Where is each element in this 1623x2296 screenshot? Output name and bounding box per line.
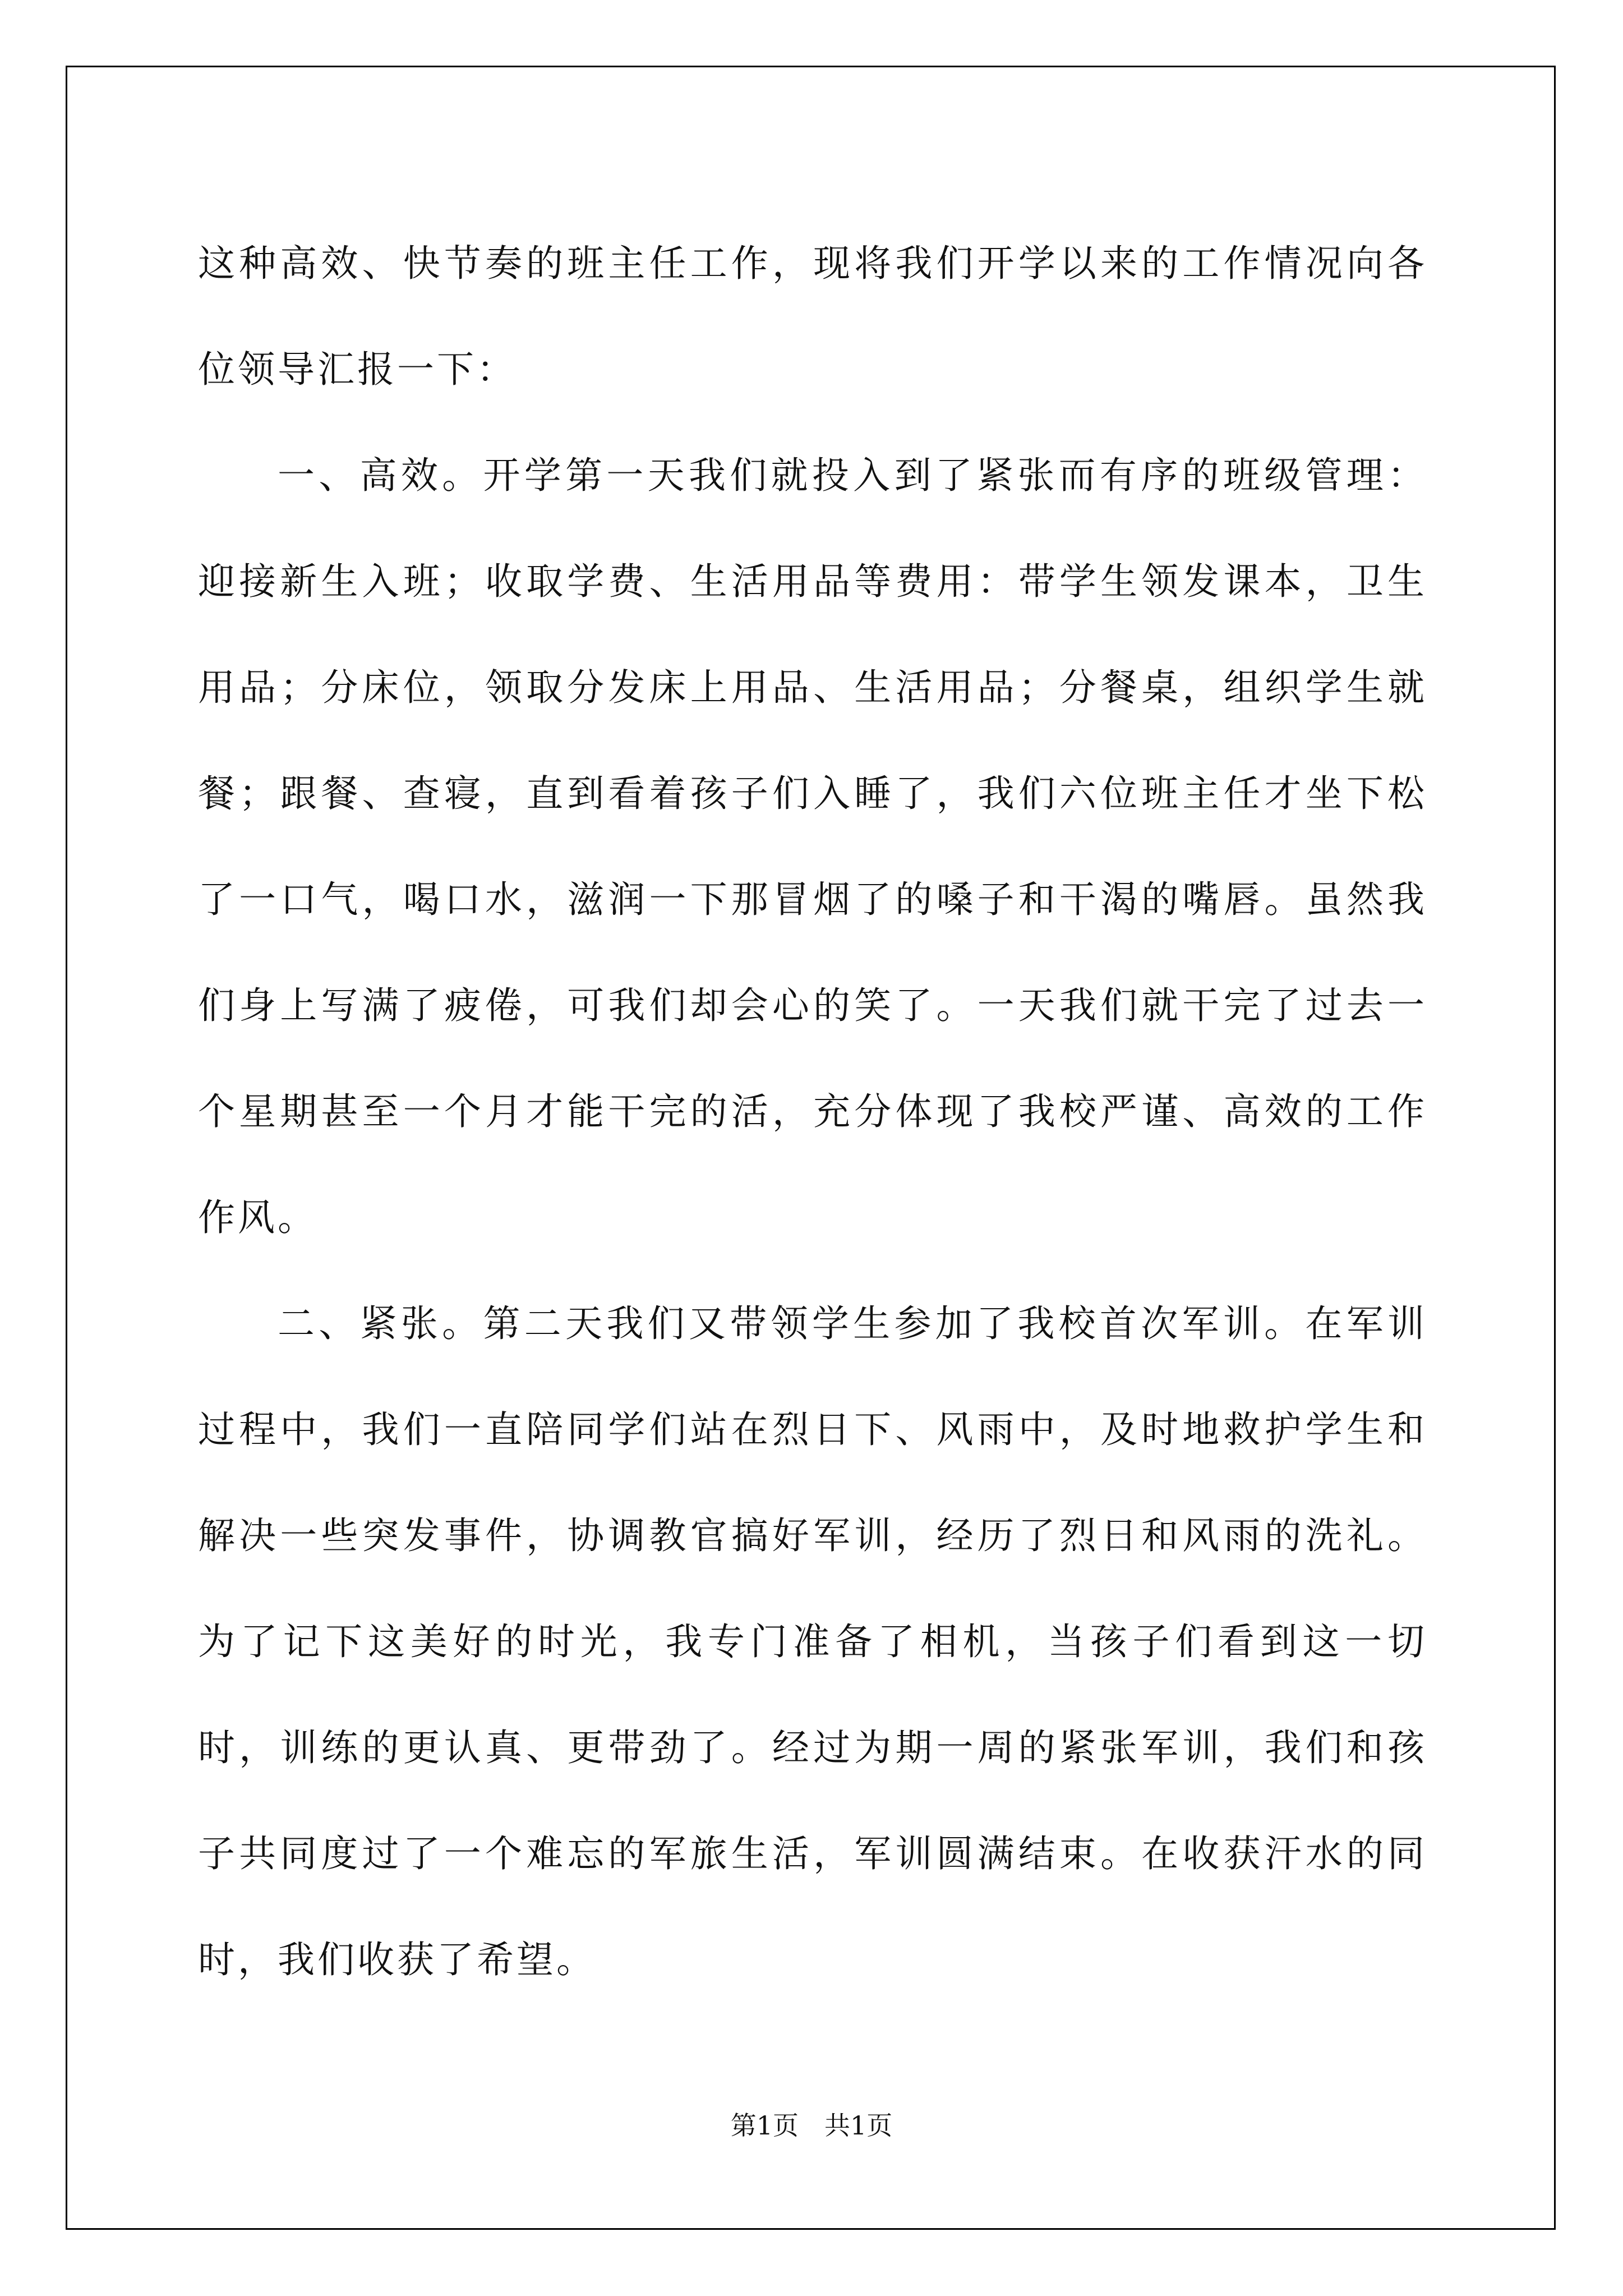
paragraph-section-two: 二、紧张。第二天我们又带领学生参加了我校首次军训。在军训过程中，我们一直陪同学们站在烈日下、风雨中，及时地救护学生和解决一些突发事件，协调教官搞好军训，经历了烈日和风雨的洗礼。为了记下这美好的时光，我专门准备了相机，当孩子们看到这一切时，训练的更认真、更带劲了。经过为期一周的紧张军训，我们和孩子共同度过了一个难忘的军旅生活，军训圆满结束。在收获汗水的同时，我们收获了希望。 [198,1302,1427,1981]
page-number-total: 共1页 [824,2110,893,2141]
paragraph-section-one: 一、高效。开学第一天我们就投入到了紧张而有序的班级管理：迎接新生入班；收取学费、生活用品等费用：带学生领发课本，卫生用品；分床位，领取分发床上用品、生活用品；分餐桌，组织学生就餐；跟餐、查寝，直到看着孩子们入睡了，我们六位班主任才坐下松了一口气，喝口水，滋润一下那冒烟了的嗓子和干渴的嘴唇。虽然我们身上写满了疲倦，可我们却会心的笑了。一天我们就干完了过去一个星期甚至一个月才能干完的活，充分体现了我校严谨、高效的工作作风。 [198,454,1427,1239]
page-footer [0,2105,1623,2142]
paragraph-intro: 这种高效、快节奏的班主任工作，现将我们开学以来的工作情况向各位领导汇报一下： [198,242,1427,391]
document-body [198,210,1427,2013]
page-number-current: 第1页 [730,2110,799,2141]
